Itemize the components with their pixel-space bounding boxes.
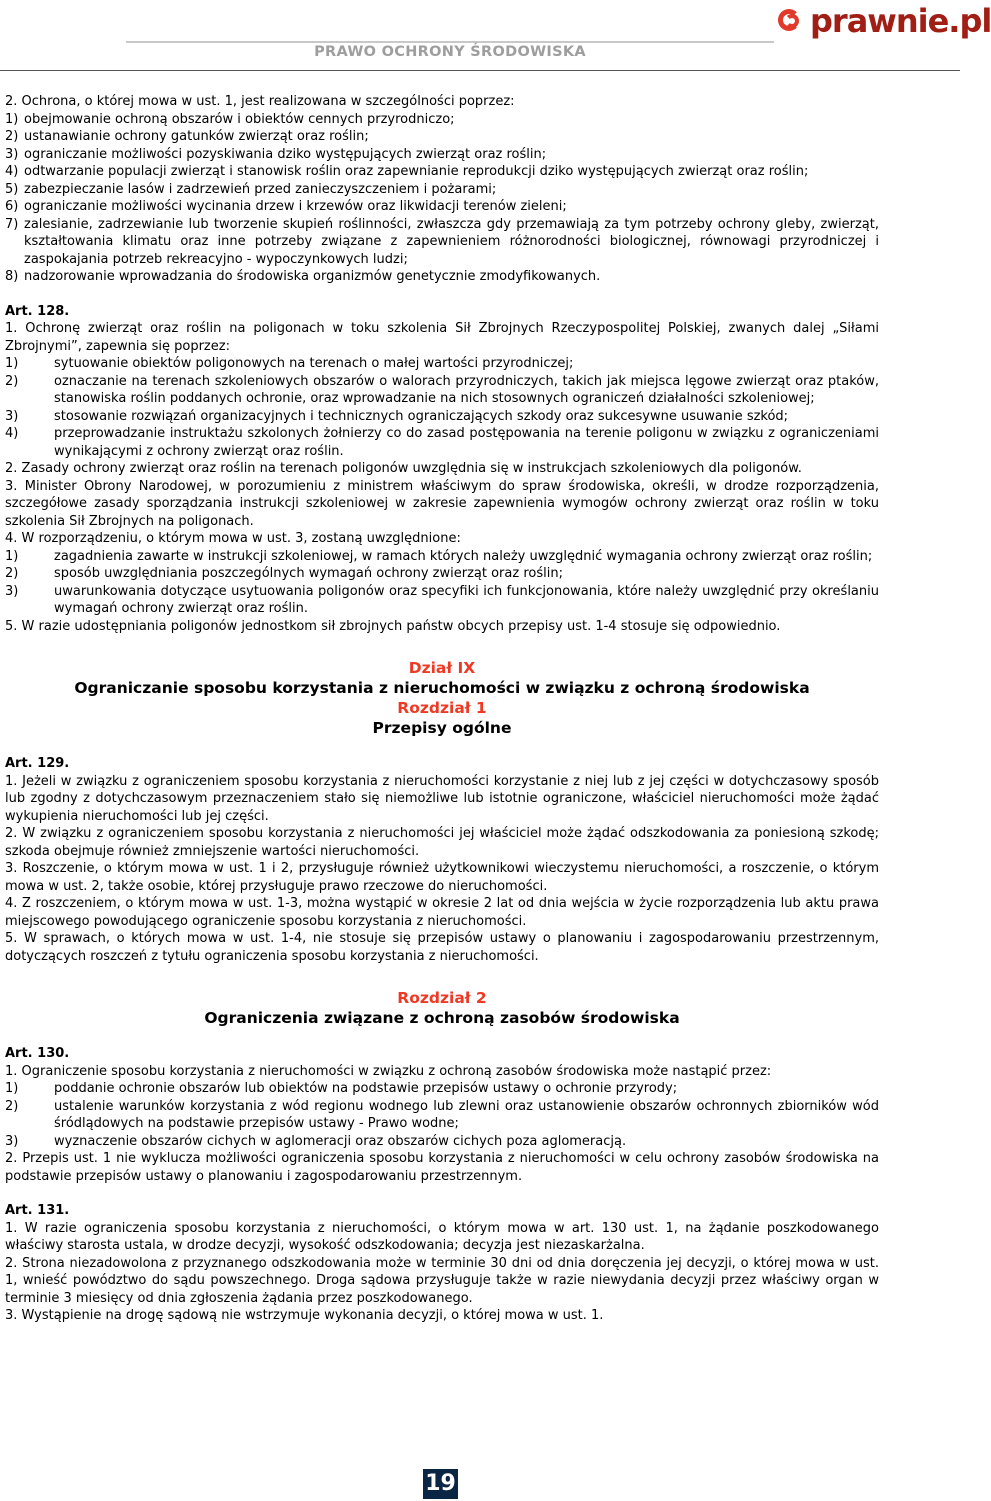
article-128-p1: 1. Ochronę zwierząt oraz roślin na poligonach w toku szkolenia Sił Zbrojnych Rzeczypospolitej Polskiej, zwanych dalej „Siłami Zbrojnymi”, zapewnia się poprzez:	[5, 321, 879, 354]
article-129-p3: 3. Roszczenie, o którym mowa w ust. 1 i 2, przysługuje również użytkownikowi wieczystemu nieruchomości, a roszczenie, o którym mowa w ust. 2, także osobie, której przysługuje prawo rzeczowe do nieruchomości.	[5, 861, 879, 894]
article-129-p4: 4. Z roszczeniem, o którym mowa w ust. 1-3, można wystąpić w okresie 2 lat od dnia wejścia w życie rozporządzenia lub aktu prawa miejscowego powodującego ograniczenie sposobu korzystania z nieruchomości.	[5, 896, 879, 929]
dzial-title: Ograniczanie sposobu korzystania z nieruchomości w związku z ochroną środowiska	[74, 679, 810, 697]
list-item-number: 1)	[5, 356, 19, 371]
document-header-title: PRAWO OCHRONY ŚRODOWISKA	[314, 44, 586, 60]
document-body	[5, 93, 879, 1325]
list-item-text: nadzorowanie wprowadzania do środowiska organizmów genetycznie zmodyfikowanych.	[24, 269, 601, 284]
list-item-text: zabezpieczanie lasów i zadrzewień przed zanieczyszczeniem i pożarami;	[24, 181, 497, 197]
list-item	[5, 198, 879, 216]
prawnie-logo-icon	[778, 7, 808, 35]
article-131-p3: 3. Wystąpienie na drogę sądową nie wstrzymuje wykonania decyzji, o której mowa w ust. 1.	[5, 1308, 604, 1323]
rozdzial-2-label: Rozdział 2	[397, 989, 487, 1007]
dzial-label: Dział IX	[408, 659, 476, 677]
list-item	[5, 1080, 879, 1098]
article-128-p1-list	[5, 355, 879, 460]
rozdzial-2-title: Ograniczenia związane z ochroną zasobów środowiska	[204, 1009, 680, 1027]
list-item	[5, 1098, 879, 1133]
list-item	[5, 146, 879, 164]
list-item	[5, 181, 879, 199]
list-item-text: ustalenie warunków korzystania z wód regionu wodnego lub zlewni oraz ustanowienie obszarów ochronnych zbiorników wód śródlądowych na podstawie przepisów ustawy - Prawo wodne;	[54, 1098, 879, 1131]
article-130-p1-list	[5, 1080, 879, 1150]
list-item-text: przeprowadzanie instruktażu szkolonych żołnierzy co do zasad postępowania na terenie poligonu w związku z ograniczeniami wynikającymi z ochrony zwierząt oraz roślin.	[54, 426, 879, 459]
header-divider	[0, 70, 960, 71]
list-item-number: 3)	[5, 408, 19, 424]
list-item	[5, 355, 879, 373]
list-item-text: ograniczanie możliwości wycinania drzew i krzewów oraz likwidacji terenów zieleni;	[24, 199, 567, 214]
list-item-text: sposób uwzględniania poszczególnych wymagań ochrony zwierząt oraz roślin;	[54, 566, 563, 581]
article-128-p4: 4. W rozporządzeniu, o którym mowa w ust. 3, zostaną uwzględnione:	[5, 531, 461, 546]
list-item-text: zalesianie, zadrzewianie lub tworzenie skupień roślinności, zwłaszcza gdy przemawiają za tym potrzeby ochrony gleby, zwierząt, kształtowania klimatu oraz inne potrzeby związane z zapewnieniem różnorodności biologicznej, równowagi przyrodniczej i zaspokajania potrzeb rekreacyjno - wypoczynkowych ludzi;	[24, 216, 879, 267]
article-128-p2: 2. Zasady ochrony zwierząt oraz roślin na terenach poligonów uwzględnia się w instrukcjach szkoleniowych dla poligonów.	[5, 461, 802, 476]
prawnie-logo[interactable]	[778, 1, 991, 41]
article-128-p3: 3. Minister Obrony Narodowej, w porozumieniu z ministrem właściwym do spraw środowiska, określi, w drodze rozporządzenia, szczegółowe zasady sporządzania instrukcji szkoleniowej w zakresie zapewnienia wymogów ochrony zwierząt oraz roślin w toku szkolenia Sił Zbrojnych na poligonach.	[5, 478, 879, 529]
list-item-number: 5)	[5, 181, 19, 197]
list-item	[5, 425, 879, 460]
article-130-p2: 2. Przepis ust. 1 nie wyklucza możliwości ograniczenia sposobu korzystania z nieruchomości w celu ochrony zasobów środowiska na podstawie przepisów ustawy o planowaniu i zagospodarowaniu przestrzennym.	[5, 1151, 879, 1184]
list-item	[5, 548, 879, 566]
article-129-p2: 2. W związku z ograniczeniem sposobu korzystania z nieruchomości jej właściciel może żądać odszkodowania za poniesioną szkodę; szkoda obejmuje również zmniejszenie wartości nieruchomości.	[5, 826, 879, 859]
rozdzial-1-label: Rozdział 1	[397, 699, 487, 717]
list-item-number: 7)	[5, 216, 19, 232]
list-item-number: 1)	[5, 548, 19, 564]
header-bar	[126, 41, 774, 43]
page-number: 19	[423, 1469, 458, 1499]
list-item-number: 4)	[5, 164, 19, 179]
article-131-p2: 2. Strona niezadowolona z przyznanego odszkodowania może w terminie 30 dni od dnia doręczenia jej decyzji, o której mowa w ust. 1, wnieść powództwo do sądu powszechnego. Droga sądowa przysługuje także w razie niewydania decyzji przez właściwy organ w terminie 3 miesięcy od dnia zgłoszenia żądania przez poszkodowanego.	[5, 1255, 879, 1306]
rozdzial-1-title: Przepisy ogólne	[372, 719, 512, 737]
list-item-number: 3)	[5, 583, 19, 599]
article-131-title: Art. 131.	[5, 1203, 70, 1218]
list-item	[5, 1133, 879, 1151]
list-item	[5, 373, 879, 408]
article-128-p5: 5. W razie udostępniania poligonów jednostkom sił zbrojnych państw obcych przepisy ust. 1-4 stosuje się odpowiednio.	[5, 618, 781, 634]
list-item	[5, 163, 879, 181]
article-131-p1: 1. W razie ograniczenia sposobu korzystania z nieruchomości, o którym mowa w art. 130 ust. 1, na żądanie poszkodowanego właściwy starosta ustala, w drodze decyzji, wysokość odszkodowania; decyzja jest niezaskarżalna.	[5, 1220, 879, 1253]
list-item	[5, 268, 879, 286]
article-130-p1: 1. Ograniczenie sposobu korzystania z nieruchomości w związku z ochroną zasobów środowiska może nastąpić przez:	[5, 1063, 772, 1079]
list-item-text: ustanawianie ochrony gatunków zwierząt oraz roślin;	[24, 129, 369, 144]
list-item	[5, 565, 879, 583]
list-item-number: 2)	[5, 373, 19, 389]
article-129-title: Art. 129.	[5, 756, 70, 771]
list-item-number: 1)	[5, 1081, 19, 1096]
list-item-text: oznaczanie na terenach szkoleniowych obszarów o walorach przyrodniczych, takich jak miejsca lęgowe zwierząt oraz ptaków, stanowiska roślin poddanych ochronie, oraz wprowadzanie na nich stosownych ograniczeń działalności szkoleniowej;	[54, 373, 879, 406]
list-item-text: wyznaczenie obszarów cichych w aglomeracji oraz obszarów cichych poza aglomeracją.	[54, 1133, 627, 1149]
list-item	[5, 128, 879, 146]
list-item	[5, 111, 879, 129]
list-item-number: 2)	[5, 129, 19, 144]
list-item-number: 2)	[5, 566, 19, 581]
list-item-text: uwarunkowania dotyczące usytuowania poligonów oraz specyfiki ich funkcjonowania, które należy uwzględnić przy określaniu wymagań ochrony zwierząt oraz roślin.	[54, 583, 879, 616]
article-129-p5: 5. W sprawach, o których mowa w ust. 1-4, nie stosuje się przepisów ustawy o planowaniu i zagospodarowaniu przestrzennym, dotyczących roszczeń z tytułu ograniczenia sposobu korzystania z nieruchomości.	[5, 931, 879, 964]
list-item-text: odtwarzanie populacji zwierząt i stanowisk roślin oraz zapewnianie reprodukcji dziko występujących zwierząt oraz roślin;	[24, 164, 809, 179]
list-item-number: 3)	[5, 146, 19, 162]
article-130-title: Art. 130.	[5, 1046, 70, 1061]
list-item	[5, 583, 879, 618]
article-128-title: Art. 128.	[5, 303, 70, 319]
list-item-number: 8)	[5, 269, 19, 284]
list-item-number: 1)	[5, 111, 19, 127]
list-item	[5, 216, 879, 269]
list-item-text: stosowanie rozwiązań organizacyjnych i technicznych ograniczających szkody oraz sukcesywne usuwanie szkód;	[54, 408, 789, 424]
list-item-text: sytuowanie obiektów poligonowych na terenach o małej wartości przyrodniczej;	[54, 356, 574, 371]
list-item-number: 4)	[5, 426, 19, 441]
list-item-text: poddanie ochronie obszarów lub obiektów na podstawie przepisów ustawy o ochronie przyrody;	[54, 1081, 678, 1096]
logo-text: prawnie.pl	[810, 2, 991, 40]
section-2-list	[5, 111, 879, 286]
list-item-text: obejmowanie ochroną obszarów i obiektów cennych przyrodniczo;	[24, 111, 455, 127]
list-item	[5, 408, 879, 426]
section-2-lead: 2. Ochrona, o której mowa w ust. 1, jest realizowana w szczególności poprzez:	[5, 94, 515, 109]
article-128-p4-list	[5, 548, 879, 618]
list-item-number: 6)	[5, 199, 19, 214]
article-129-p1: 1. Jeżeli w związku z ograniczeniem sposobu korzystania z nieruchomości korzystanie z niej lub z jej części w dotychczasowy sposób lub zgodny z dotychczasowym przeznaczeniem stało się niemożliwe lub istotnie ograniczone, właściciel nieruchomości może żądać wykupienia nieruchomości lub jej części.	[5, 773, 879, 824]
list-item-text: zagadnienia zawarte w instrukcji szkoleniowej, w ramach których należy uwzględnić wymagania ochrony zwierząt oraz roślin;	[54, 548, 873, 564]
list-item-text: ograniczanie możliwości pozyskiwania dziko występujących zwierząt oraz roślin;	[24, 146, 547, 162]
list-item-number: 2)	[5, 1098, 19, 1114]
list-item-number: 3)	[5, 1133, 19, 1149]
